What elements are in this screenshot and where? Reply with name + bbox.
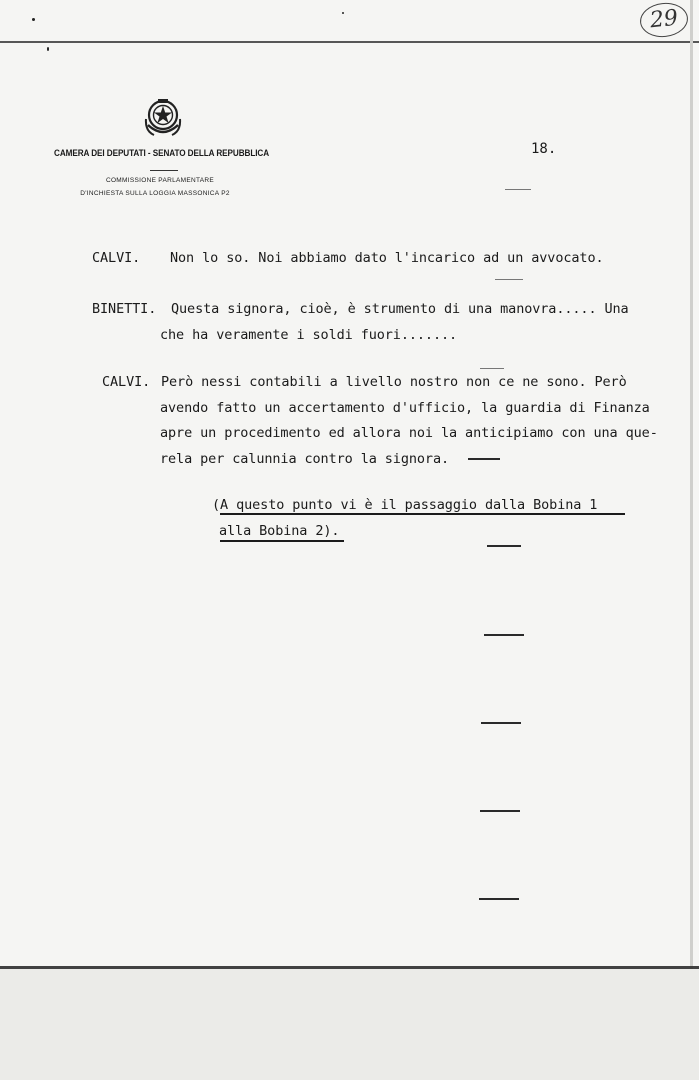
page-bottom-edge bbox=[0, 966, 699, 969]
note-underline bbox=[220, 540, 344, 542]
dialogue-line: Questa signora, cioè, è strumento di una manovra..... Una bbox=[171, 301, 629, 317]
page-bottom-strip bbox=[0, 969, 699, 1080]
speaker-label: BINETTI. bbox=[92, 301, 157, 317]
margin-dash bbox=[468, 458, 500, 460]
dialogue-line: apre un procedimento ed allora noi la anticipiamo con una que- bbox=[160, 425, 658, 441]
dialogue-line: avendo fatto un accertamento d'ufficio, la guardia di Finanza bbox=[160, 400, 650, 416]
margin-dash bbox=[480, 810, 520, 812]
speaker-label: CALVI. bbox=[92, 250, 141, 266]
margin-dash bbox=[487, 545, 521, 547]
speck bbox=[32, 18, 35, 21]
page-right-edge bbox=[690, 0, 693, 1080]
handwritten-page-number: 29 bbox=[638, 1, 689, 40]
speaker-label: CALVI. bbox=[102, 374, 151, 390]
note-underline bbox=[220, 513, 625, 515]
transcript-note: alla Bobina 2). bbox=[219, 523, 340, 539]
dialogue-line: Però nessi contabili a livello nostro non ce ne sono. Però bbox=[161, 374, 627, 390]
margin-dash bbox=[495, 279, 523, 280]
dialogue-line: Non lo so. Noi abbiamo dato l'incarico ad un avvocato. bbox=[170, 250, 604, 266]
republic-emblem-icon bbox=[142, 95, 184, 139]
heading-rule bbox=[150, 170, 178, 171]
margin-dash bbox=[479, 898, 519, 900]
dialogue-line: che ha veramente i soldi fuori....... bbox=[160, 327, 458, 343]
dialogue-line: rela per calunnia contro la signora. bbox=[160, 451, 449, 467]
margin-dash bbox=[484, 634, 524, 636]
commission-subject: D'INCHIESTA SULLA LOGGIA MASSONICA P2 bbox=[80, 190, 230, 197]
commission-name: COMMISSIONE PARLAMENTARE bbox=[105, 177, 215, 184]
institution-heading: CAMERA DEI DEPUTATI - SENATO DELLA REPUBBLICA bbox=[54, 148, 270, 159]
transcript-note: (A questo punto vi è il passaggio dalla Bobina 1 bbox=[212, 497, 598, 513]
margin-dash bbox=[480, 368, 504, 369]
margin-dash bbox=[505, 189, 531, 190]
speck bbox=[342, 12, 344, 14]
speck bbox=[47, 47, 49, 51]
page-top-edge bbox=[0, 41, 699, 43]
page-number: 18. bbox=[531, 141, 557, 157]
margin-dash bbox=[481, 722, 521, 724]
